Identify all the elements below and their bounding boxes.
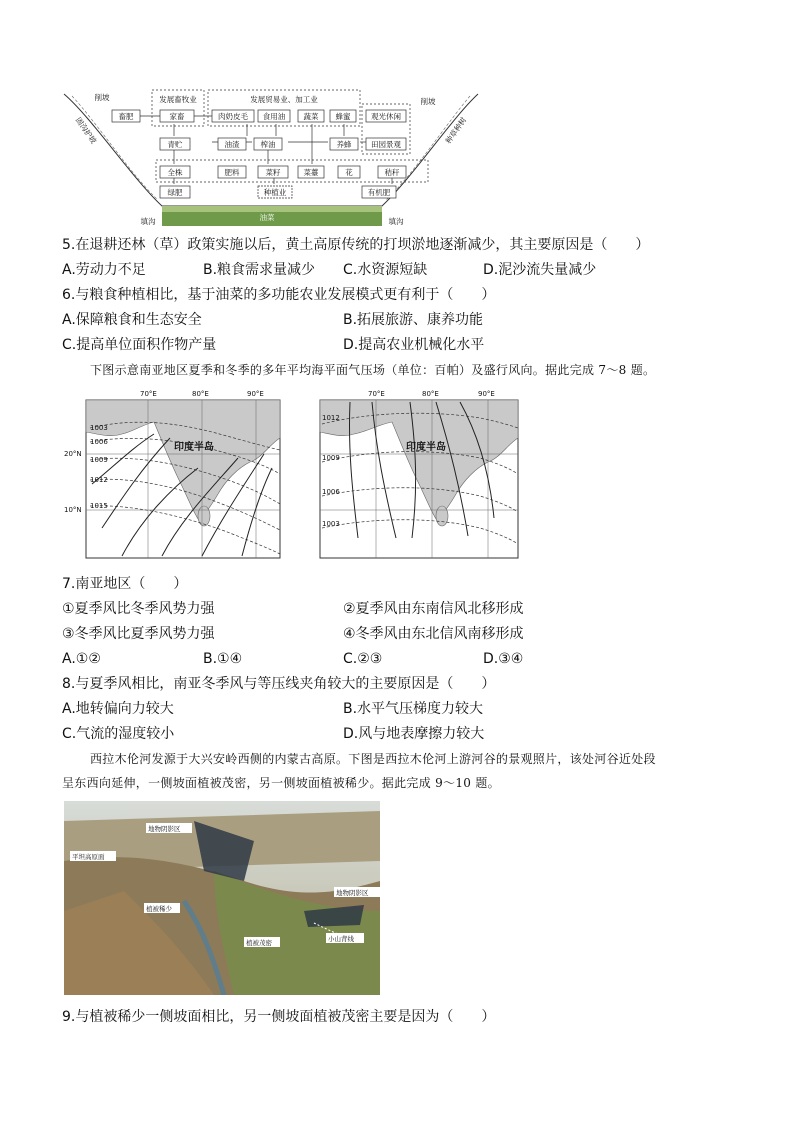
box-manure: 青贮 (167, 140, 183, 149)
box-meat: 肉奶皮毛 (218, 112, 248, 121)
question-8-option-d[interactable]: D.风与地表摩擦力较大 (343, 726, 485, 742)
winter-lon-90: 90°E (478, 390, 495, 398)
summer-lat-20: 20°N (64, 450, 82, 458)
group-livestock-label: 发展畜牧业 (159, 95, 197, 104)
ditch-right-label: 填沟 (388, 217, 404, 226)
box-bee: 养蜂 (336, 140, 352, 149)
question-7-stem: 7.南亚地区（ ） (62, 576, 188, 592)
photo-shadow-label-2: 地物阴影区 (336, 889, 369, 897)
question-6-option-c[interactable]: C.提高单位面积作物产量 (62, 337, 217, 353)
summer-isobar-1015: 1015 (90, 502, 108, 510)
question-8-stem: 8.与夏季风相比，南亚冬季风与等压线夹角较大的主要原因是（ ） (62, 676, 496, 692)
summer-pressure-map (62, 388, 282, 560)
winter-isobar-1003: 1003 (322, 520, 340, 528)
question-5-option-a[interactable]: A.劳动力不足 (62, 262, 146, 278)
question-6-option-b[interactable]: B.拓展旅游、康养功能 (343, 312, 484, 328)
question-8-option-b[interactable]: B.水平气压梯度力较大 (343, 701, 484, 717)
box-leaf: 菜薹 (303, 168, 319, 177)
summer-lon-80: 80°E (192, 390, 209, 398)
box-seed: 菜籽 (265, 168, 281, 177)
box-residue: 油渣 (224, 140, 240, 149)
box-veg: 蔬菜 (303, 112, 319, 121)
box-green: 绿肥 (167, 188, 183, 197)
ground-label: 油菜 (259, 213, 275, 222)
question-6-option-d[interactable]: D.提高农业机械化水平 (343, 337, 485, 353)
box-oil: 食用油 (262, 112, 286, 121)
box-plant: 种植业 (263, 188, 287, 197)
photo-sparse-label: 植被稀少 (146, 905, 172, 913)
question-6-stem: 6.与粮食种植相比，基于油菜的多功能农业发展模式更有利于（ ） (62, 287, 496, 303)
photo-plateau-label: 平坦高原面 (72, 853, 105, 861)
right-slope-label: 削坡 (420, 97, 436, 106)
summer-lon-90: 90°E (247, 390, 264, 398)
summer-map-label: 印度半岛 (174, 442, 214, 453)
summer-lon-70: 70°E (140, 390, 157, 398)
intro-7-8: 下图示意南亚地区夏季和冬季的多年平均海平面气压场（单位：百帕）及盛行风向。据此完成 7～8 题。 (90, 363, 656, 377)
question-7-statement-2: ②夏季风由东南信风北移形成 (343, 601, 524, 617)
question-8-option-a[interactable]: A.地转偏向力较大 (62, 701, 174, 717)
winter-pressure-map (300, 388, 522, 560)
box-field: 田园景观 (371, 140, 401, 149)
photo-shadow-label-1: 地物阴影区 (148, 825, 181, 833)
summer-isobar-1012: 1012 (90, 476, 108, 484)
box-flower: 花 (345, 168, 353, 177)
summer-lat-10: 10°N (64, 506, 82, 514)
box-livestock: 畜肥 (118, 112, 134, 121)
question-8-option-c[interactable]: C.气流的湿度较小 (62, 726, 175, 742)
question-9-stem: 9.与植被稀少一侧坡面相比，另一侧坡面植被茂密主要是因为（ ） (62, 1009, 496, 1025)
box-pressed: 榨油 (260, 140, 276, 149)
question-7-statement-4: ④冬季风由东北信风南移形成 (343, 626, 524, 642)
winter-lon-70: 70°E (368, 390, 385, 398)
question-5-option-b[interactable]: B.粮食需求量减少 (203, 262, 316, 278)
question-7-option-b[interactable]: B.①④ (203, 651, 243, 667)
winter-map-label: 印度半岛 (406, 442, 446, 453)
photo-ridge-label: 小山背线 (328, 935, 354, 943)
winter-isobar-1012: 1012 (322, 414, 340, 422)
left-slope-label: 削坡 (94, 93, 110, 102)
intro-9-10-line1: 西拉木伦河发源于大兴安岭西侧的内蒙古高原。下图是西拉木伦河上游河谷的景观照片，该处河谷近处段 (90, 752, 656, 766)
box-tour: 观光休闲 (371, 112, 401, 121)
box-honey: 蜂蜜 (335, 112, 351, 121)
question-5-option-d[interactable]: D.泥沙流失量减少 (483, 262, 597, 278)
winter-isobar-1009: 1009 (322, 454, 340, 462)
box-poultry: 家畜 (169, 112, 185, 121)
summer-isobar-1006: 1006 (90, 438, 108, 446)
intro-9-10-line2: 呈东西向延伸，一侧坡面植被茂密，另一侧坡面植被稀少。据此完成 9～10 题。 (62, 776, 500, 790)
question-7-option-c[interactable]: C.②③ (343, 651, 383, 667)
winter-isobar-1006: 1006 (322, 488, 340, 496)
question-7-statement-3: ③冬季风比夏季风势力强 (62, 626, 215, 642)
photo-dense-label: 植被茂密 (246, 939, 272, 947)
question-6-option-a[interactable]: A.保障粮食和生态安全 (62, 312, 202, 328)
question-5-option-c[interactable]: C.水资源短缺 (343, 262, 428, 278)
summer-isobar-1003: 1003 (90, 424, 108, 432)
question-7-statement-1: ①夏季风比冬季风势力强 (62, 601, 215, 617)
question-7-option-a[interactable]: A.①② (62, 651, 101, 667)
box-fert: 肥料 (224, 168, 240, 177)
box-organic: 有机肥 (367, 188, 391, 197)
winter-lon-80: 80°E (422, 390, 439, 398)
question-7-option-d[interactable]: D.③④ (483, 651, 524, 667)
right-bank-label: 种草种树 (443, 115, 469, 146)
left-bank-label: 固沟护坡 (73, 115, 99, 146)
box-straw: 秸秆 (384, 168, 400, 177)
question-5-stem: 5.在退耕还林（草）政策实施以后，黄土高原传统的打坝淤地逐渐减少，其主要原因是（ ） (62, 237, 650, 253)
river-valley-photo (64, 801, 380, 995)
summer-isobar-1009: 1009 (90, 456, 108, 464)
group-trade-label: 发展贸易业、加工业 (250, 95, 318, 104)
agriculture-valley-diagram (62, 88, 482, 230)
box-whole: 全株 (167, 168, 183, 177)
ditch-left-label: 填沟 (140, 217, 156, 226)
